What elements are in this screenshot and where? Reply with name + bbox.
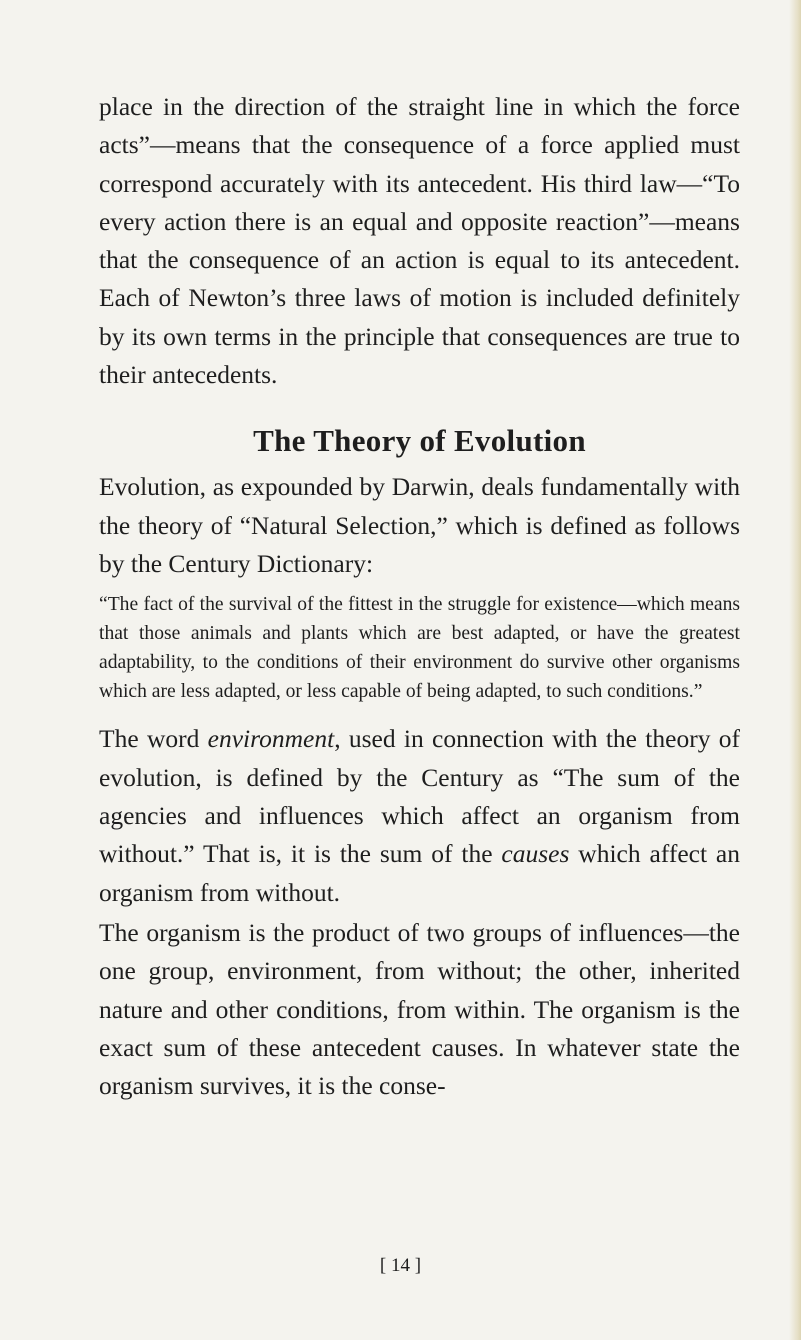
text-segment: , used in connection with the theory of evolution, is defined by the Century as “The sum of the agencies and influences which affect an organism from without.” That is, it is the sum of the bbox=[99, 724, 740, 869]
emphasis-causes: causes bbox=[501, 839, 570, 869]
emphasis-environment: environment bbox=[207, 724, 335, 754]
paragraph-newton-laws: place in the direction of the straight line in which the force acts”—means that the consequence of a force applied must correspond accurately with its antecedent. His third law—“To every action there is an equal and opposite reaction”—means that the consequence of an action is equal to its antecedent. Each of Newton’s three laws of motion is included definitely by its own terms in the principle that consequences are true to their antecedents. bbox=[99, 92, 740, 390]
page-number: [ 14 ] bbox=[379, 1255, 422, 1276]
paragraph-evolution-intro: Evolution, as expounded by Darwin, deals fundamentally with the theory of “Natural Selection,” which is defined as follows by the Century Dictionary: bbox=[99, 472, 740, 578]
dictionary-quote: “The fact of the survival of the fittest in the struggle for existence—which means that those animals and plants which are best adapted, or have the greatest adaptability, to the conditions of their environment do survive other organisms which are less adapted, or less capable of being adapted, to such conditions.” bbox=[99, 594, 740, 702]
paragraph-environment-definition bbox=[99, 720, 740, 911]
page-edge-shadow bbox=[789, 0, 801, 1340]
section-heading: The Theory of Evolution bbox=[253, 423, 586, 459]
book-page bbox=[99, 88, 740, 1105]
text-segment: which affect an organism from without. bbox=[99, 839, 740, 907]
text-segment: The word bbox=[99, 724, 208, 754]
paragraph-organism-product: The organism is the product of two groups of influences—the one group, environment, from without; the other, inherited nature and other conditions, from within. The organism is the exact sum of these antecedent causes. In whatever state the organism survives, it is the conse- bbox=[99, 917, 740, 1101]
